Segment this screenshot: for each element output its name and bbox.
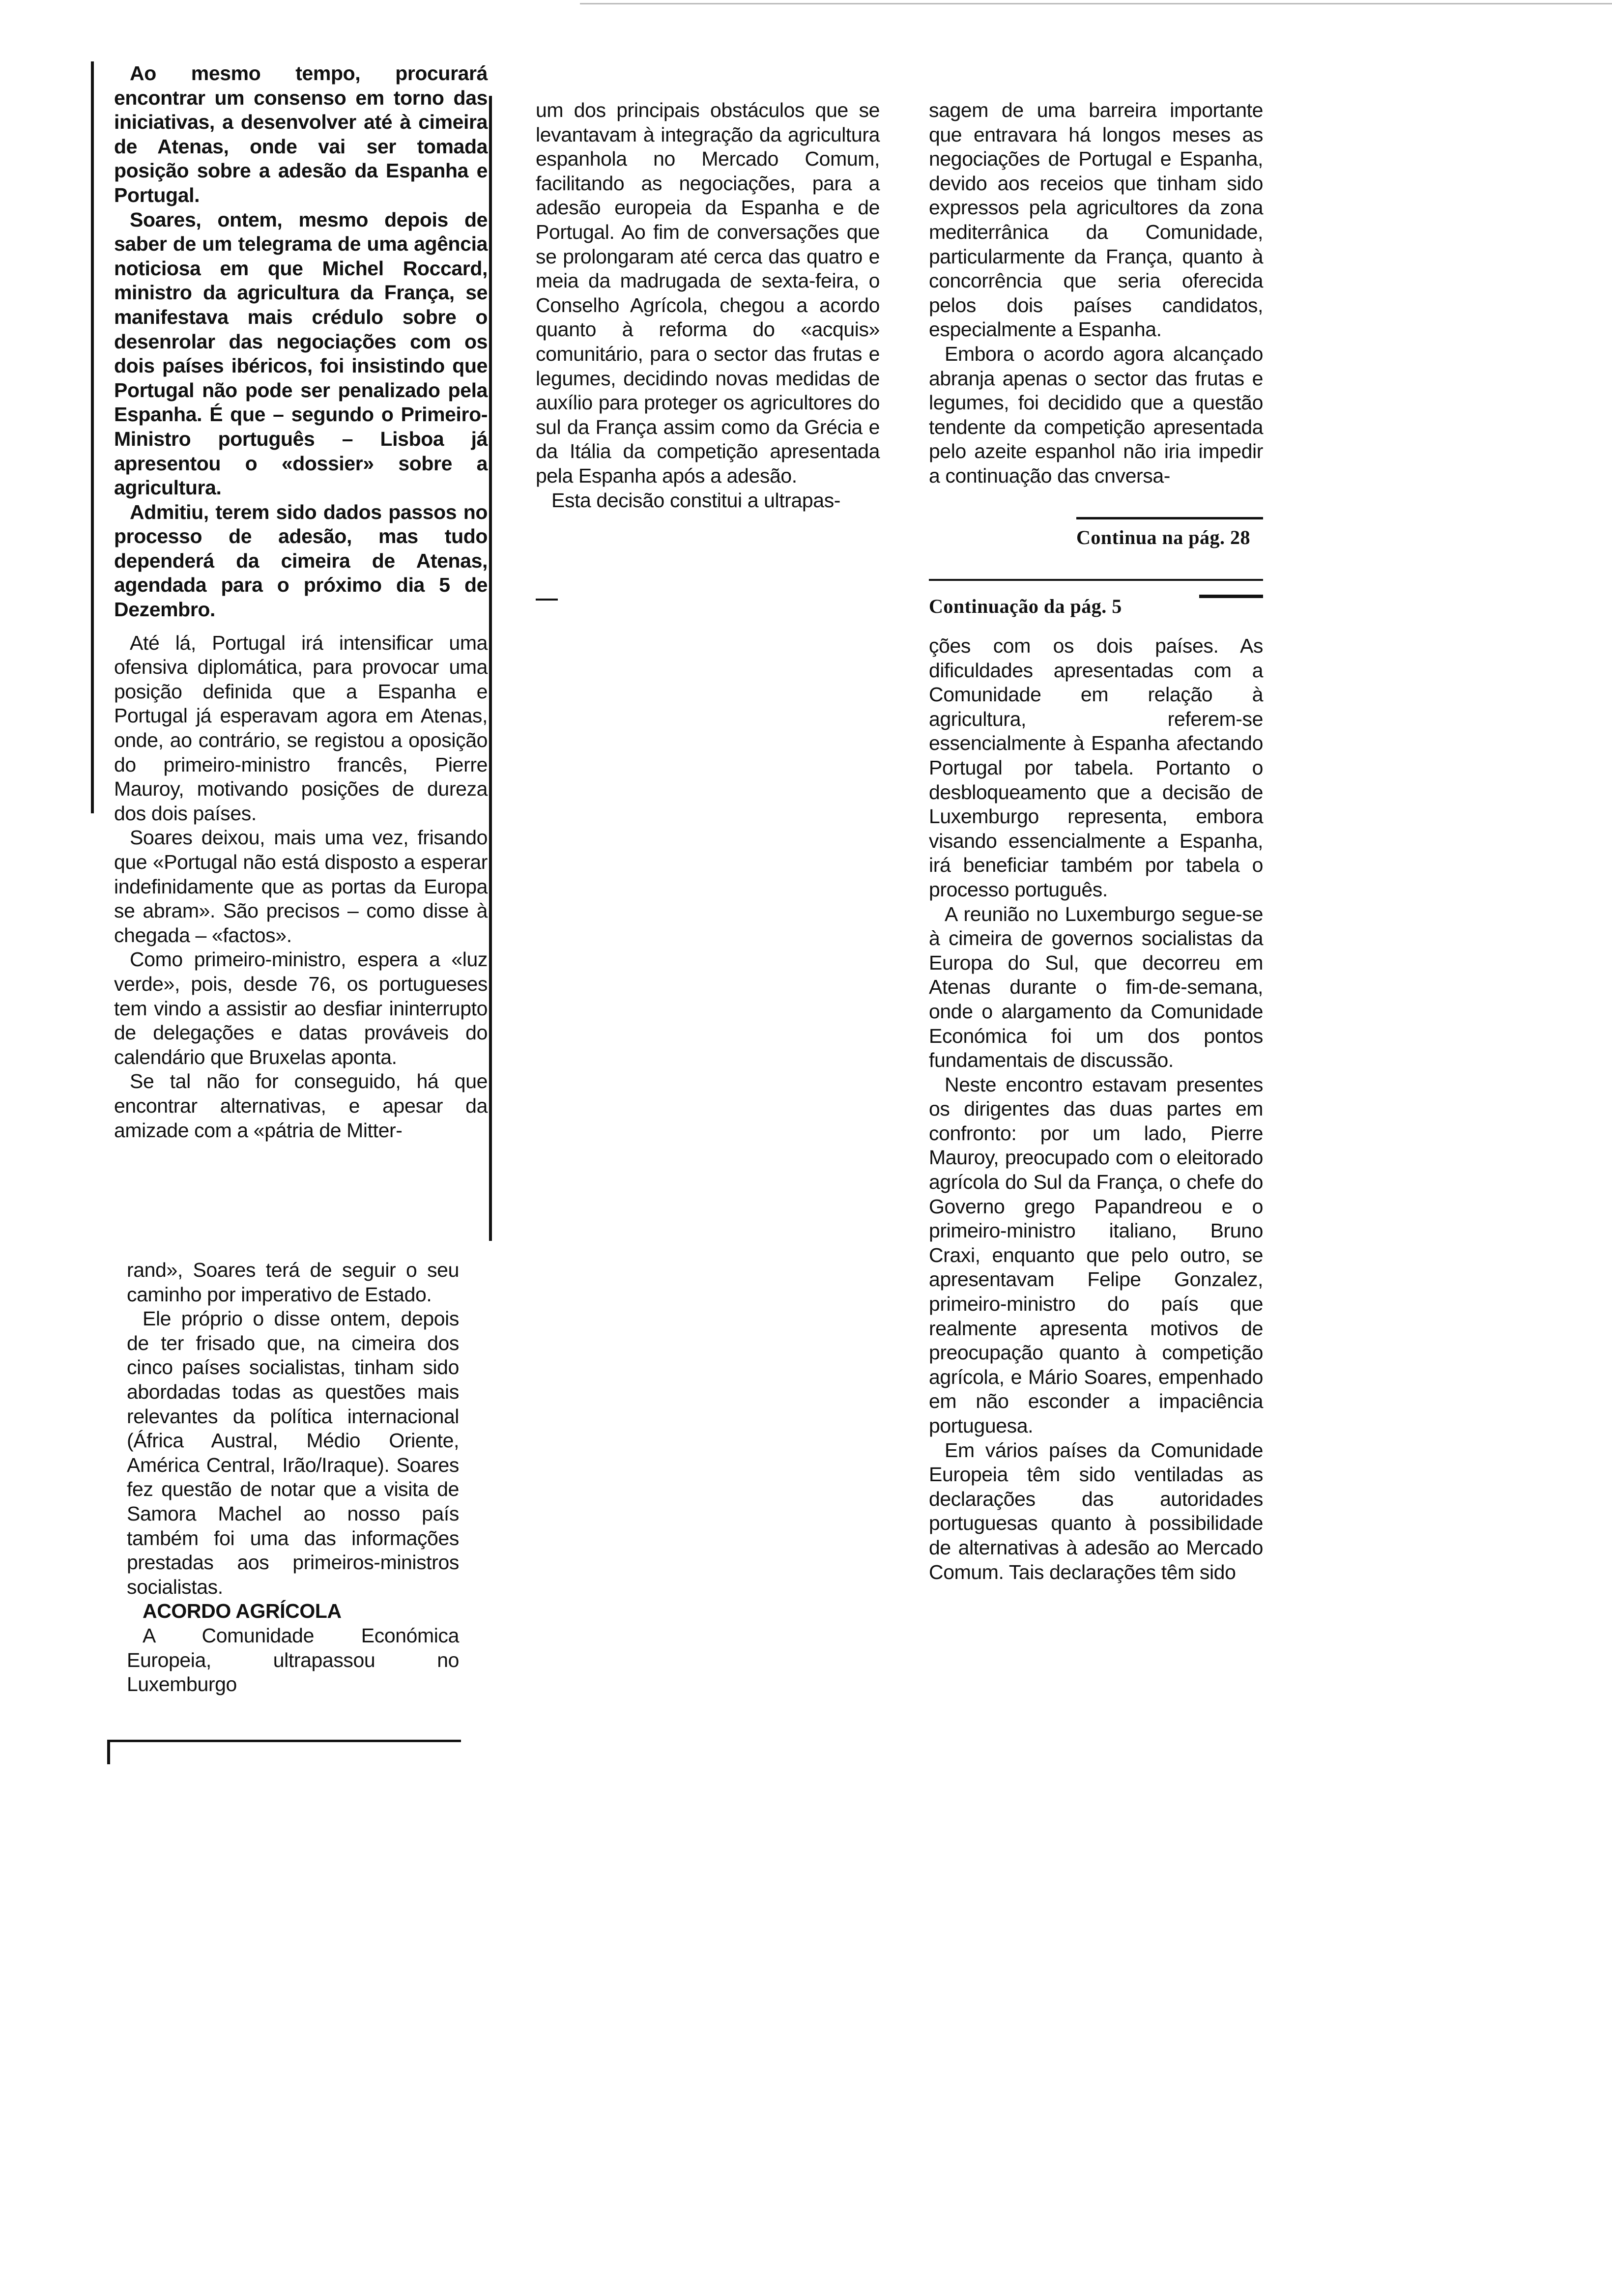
- column1-paragraph-continued: rand», Soares terá de seguir o seu caminho por imperativo de Estado.: [127, 1259, 459, 1306]
- section-heading: ACORDO AGRÍCOLA: [143, 1600, 342, 1623]
- column1-paragraph: Soares deixou, mais uma vez, frisando que «Portugal não está disposto a esperar indefinidamente que as portas da Europa se abram». São precisos – como disse à chegada – «factos».: [114, 826, 488, 947]
- column3-paragraph: Neste encontro estavam presentes os dirigentes das duas partes em confronto: por um lado, Pierre Mauroy, preocupado com o eleitorado agrícola do Sul da França, o chefe do Governo grego Papandreou e o primeiro-ministro italiano, Bruno Craxi, enquanto que pelo outro, se apresentavam Felipe Gonzalez, primeiro-ministro do país que realmente apresenta motivos de preocupação quanto à competição agrícola, e Mário Soares, empenhado em não esconder a impaciência portuguesa.: [929, 1073, 1263, 1437]
- column3-continuation-tick: [1199, 595, 1263, 598]
- continuation-from-page-label: Continuação da pág. 5: [929, 595, 1122, 617]
- column1-paragraph: Admitiu, terem sido dados passos no processo de adesão, mas tudo dependerá da cimeira de Atenas, agendada para o próximo dia 5 de Dezembro.: [114, 500, 488, 621]
- column2-paragraph: Esta decisão constitui a ultrapas-: [551, 488, 841, 512]
- column1-left-bracket: [91, 61, 94, 813]
- column3-continue-rule: [1076, 517, 1263, 519]
- column1-paragraph: Até lá, Portugal irá intensificar uma ofensiva diplomática, para provocar uma posição definida que a Espanha e Portugal já esperavam agora em Atenas, onde, ao contrário, se registou a oposição do primeiro-ministro francês, Pierre Mauroy, motivando posições de dureza dos dois países.: [114, 631, 488, 825]
- column1-paragraph: A Comunidade Económica Europeia, ultrapassou no Luxemburgo: [127, 1624, 459, 1696]
- article-column-1: [114, 61, 488, 1143]
- column1-bottom-left-corner: [107, 1740, 110, 1764]
- column1-bottom-rule: [107, 1740, 461, 1742]
- column2-bottom-rule: [536, 599, 558, 601]
- column1-paragraph: Ele próprio o disse ontem, depois de ter frisado que, na cimeira dos cinco países socialistas, tinham sido abordadas todas as questões mais relevantes da política internacional (África Austral, Médio Oriente, América Central, Irão/Iraque). Soares fez questão de notar que a visita de Samora Machel ao nosso país também foi uma das informações prestadas aos primeiros-ministros socialistas.: [127, 1307, 459, 1598]
- column3-continuation-rule: [929, 579, 1263, 581]
- column3-paragraph-continued: sagem de uma barreira importante que entravara há longos meses as negociações de Portugal e Espanha, devido aos receios que tinham sido expressos pela agricultores da zona mediterrânica da Comunidade, particularmente da França, quanto à concorrência que seria oferecida pelos dois países candidatos, especialmente a Espanha.: [929, 99, 1263, 341]
- column1-paragraph: Se tal não for conseguido, há que encontrar alternativas, e apesar da amizade com a «pátria de Mitter-: [114, 1070, 488, 1142]
- column1-paragraph: Como primeiro-ministro, espera a «luz verde», pois, desde 76, os portugueses tem vindo a assistir ao desfiar ininterrupto de delegações e datas prováveis do calendário que Bruxelas aponta.: [114, 948, 488, 1068]
- article-column-1-bottom: [127, 1258, 459, 1697]
- column3-paragraph: Embora o acordo agora alcançado abranja apenas o sector das frutas e legumes, foi decidido que a questão tendente da competição apresentada pelo azeite espanhol não iria impedir a continuação das cnversa-: [929, 342, 1263, 487]
- continues-on-page-label: Continua na pág. 28: [1076, 526, 1251, 548]
- article-column-2: [536, 98, 880, 513]
- column3-continuation-start: ções com os dois países. As dificuldades apresentadas com a Comunidade em relação à agricultura, referem-se essencialmente à Espanha afectando Portugal por tabela. Portanto o desbloqueamento que a decisão de Luxemburgo representa, embora visando essencialmente a Espanha, irá beneficiar também por tabela o processo português.: [929, 634, 1263, 901]
- column2-paragraph-continued: um dos principais obstáculos que se levantavam à integração da agricultura espanhola no Mercado Comum, facilitando as negociações, para a adesão europeia da Espanha e de Portugal. Ao fim de conversações que se prolongaram até cerca das quatro e meia da madrugada de sexta-feira, o Conselho Agrícola, chegou a acordo quanto à reforma do «acquis» comunitário, para o sector das frutas e legumes, decidindo novas medidas de auxílio para proteger os agricultores do sul da França assim como da Grécia e da Itália da competição apresentada pela Espanha após a adesão.: [536, 99, 880, 487]
- column1-right-bracket: [489, 96, 492, 1241]
- column3-paragraph: A reunião no Luxemburgo segue-se à cimeira de governos socialistas da Europa do Sul, que decorreu em Atenas durante o fim-de-semana, onde o alargamento da Comunidade Económica foi um dos pontos fundamentais de discussão.: [929, 902, 1263, 1072]
- paragraph-gap: [114, 622, 488, 631]
- column3-paragraph: Em vários países da Comunidade Europeia têm sido ventiladas as declarações das autoridades portuguesas quanto à possibilidade de alternativas à adesão ao Mercado Comum. Tais declarações têm sido: [929, 1438, 1263, 1583]
- column1-paragraph: Ao mesmo tempo, procurará encontrar um consenso em torno das iniciativas, a desenvolver até à cimeira de Atenas, onde vai ser tomada posição sobre a adesão da Espanha e Portugal.: [114, 62, 488, 206]
- column1-paragraph: Soares, ontem, mesmo depois de saber de um telegrama de uma agência noticiosa em que Michel Roccard, ministro da agricultura da França, se manifestava mais crédulo sobre o desenrolar das negociações com os dois países ibéricos, foi insistindo que Portugal não pode ser penalizado pela Espanha. É que – segundo o Primeiro-Ministro português – Lisboa já apresentou o «dossier» sobre a agricultura.: [114, 208, 488, 499]
- article-column-3-continuation: [929, 634, 1263, 1584]
- top-edge-rule: [580, 3, 1612, 4]
- article-column-3: [929, 98, 1263, 488]
